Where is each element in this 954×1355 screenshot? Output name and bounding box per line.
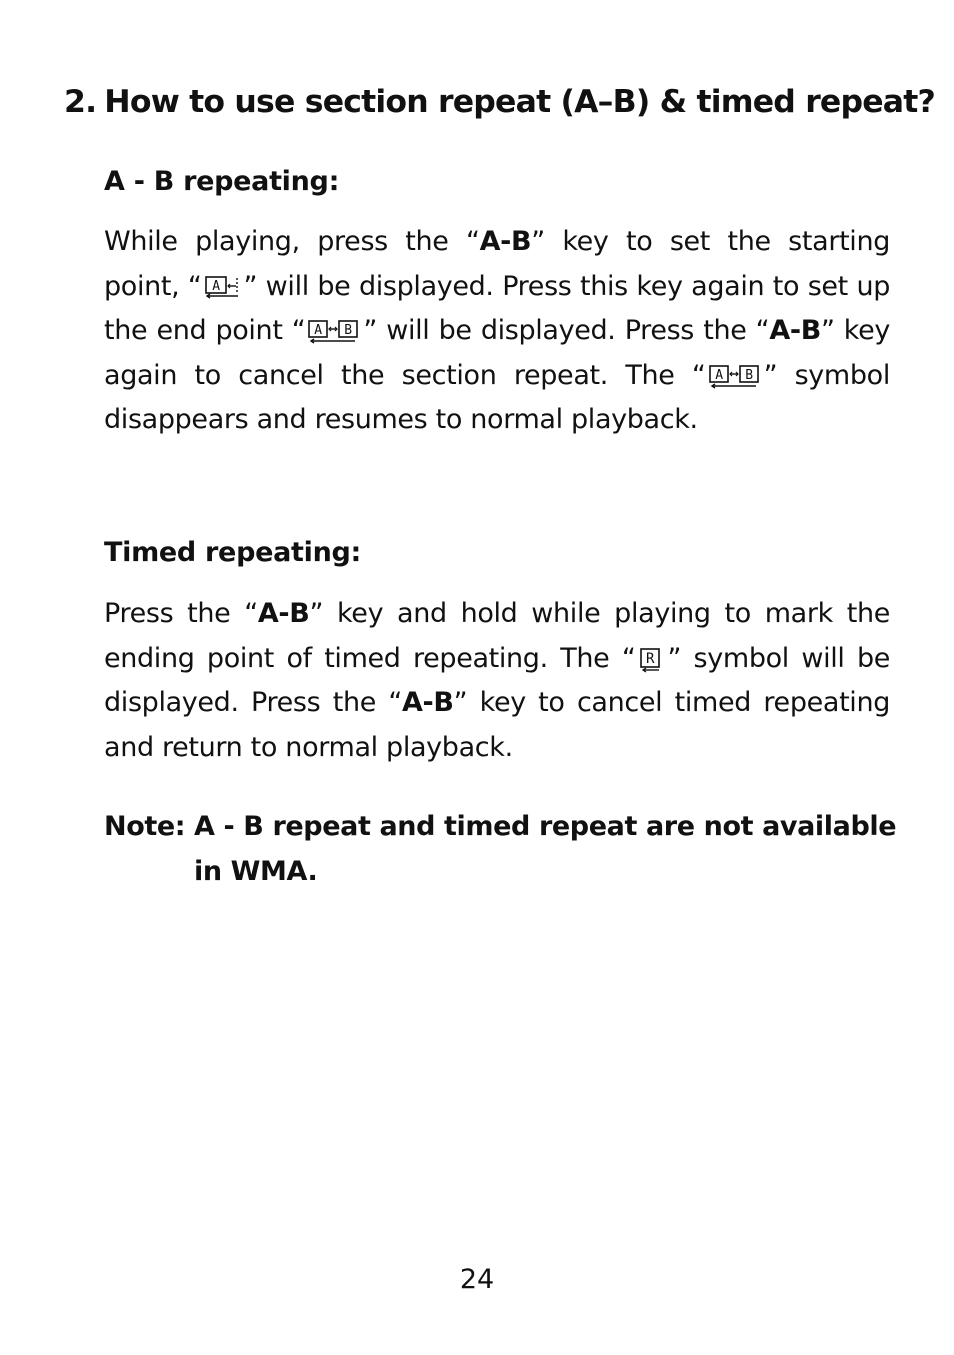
svg-text:A: A — [211, 278, 220, 294]
ab-key-label: A-B — [257, 598, 310, 629]
note-text-line2: in WMA. — [194, 855, 318, 887]
ab-repeating-heading: A - B repeating: — [104, 166, 340, 197]
repeat-a-b-icon — [709, 363, 761, 391]
text-run: Press the “ — [104, 598, 258, 629]
ab-key-label: A-B — [769, 315, 821, 347]
text-run: ” key and hold while playing to mark the ending point of timed repeating. The “ — [104, 598, 890, 674]
text-run: ” will be displayed. Press the “ — [363, 315, 770, 347]
ab-key-label: A-B — [479, 226, 532, 257]
section-number: 2. — [64, 84, 97, 120]
timed-repeat-r-icon — [638, 646, 664, 674]
text-run: ” key again to cancel the section repeat. The “ — [104, 315, 890, 391]
page-number: 24 — [459, 1264, 495, 1295]
svg-text:B: B — [344, 323, 353, 339]
note-text-line1: A - B repeat and timed repeat are not available — [194, 811, 897, 842]
repeat-a-b-icon — [308, 318, 360, 346]
repeat-a-start-icon — [205, 274, 241, 302]
text-run: ” key to cancel timed repeating and return to normal playback. — [104, 687, 891, 763]
svg-text:B: B — [744, 367, 753, 383]
svg-text:A: A — [714, 367, 723, 383]
svg-text:R: R — [646, 650, 655, 667]
text-run: ” will be displayed. Press this key again to set up the end point “ — [104, 270, 890, 347]
ab-repeating-paragraph — [104, 220, 890, 443]
text-run: While playing, press the “ — [104, 226, 480, 257]
section-heading — [64, 84, 935, 120]
timed-repeating-heading: Timed repeating: — [104, 537, 362, 568]
section-title: How to use section repeat (A–B) & timed repeat? — [104, 84, 935, 120]
text-run: ” symbol will be displayed. Press the “ — [104, 642, 890, 719]
ab-key-label: A-B — [401, 687, 454, 719]
text-run: ” symbol disappears and resumes to normal playback. — [104, 359, 890, 436]
svg-text:A: A — [314, 323, 323, 339]
timed-repeating-paragraph — [104, 592, 890, 770]
note-label: Note: — [104, 811, 186, 842]
text-run: ” key to set the starting point, “ — [104, 226, 891, 302]
